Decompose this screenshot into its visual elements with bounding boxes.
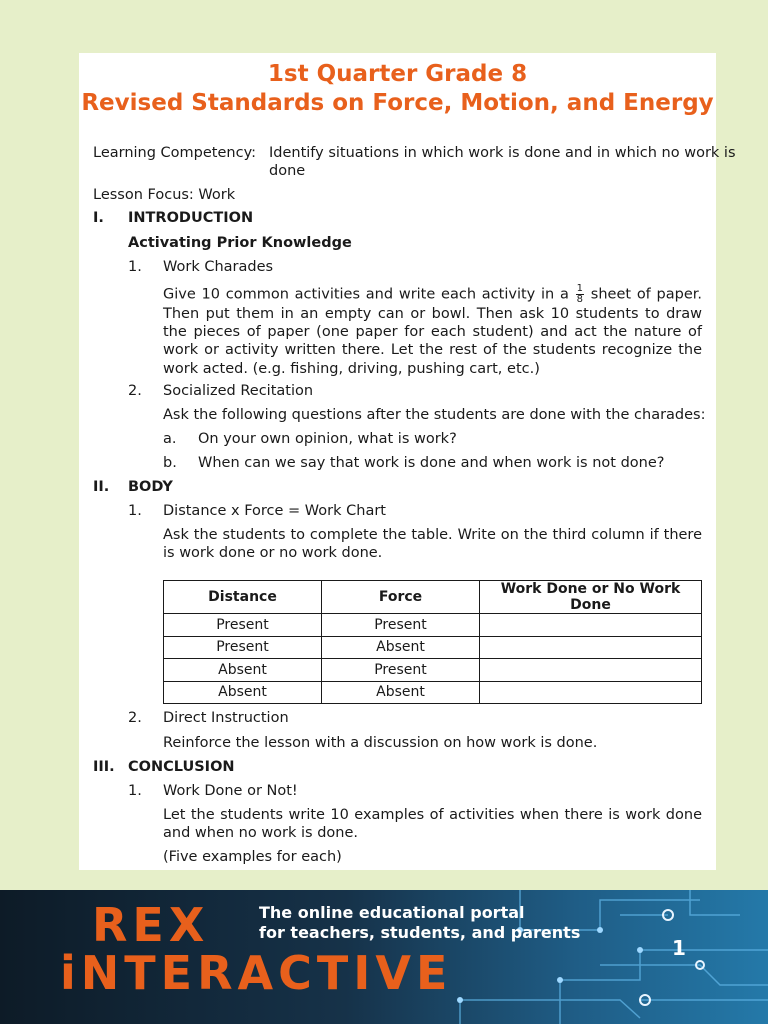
page-subtitle: Revised Standards on Force, Motion, and Energy bbox=[81, 90, 714, 116]
table-cell: Absent bbox=[322, 681, 480, 704]
tagline-line2: for teachers, students, and parents bbox=[259, 923, 581, 942]
table-header-row bbox=[164, 581, 702, 614]
section-heading-body: BODY bbox=[128, 479, 173, 495]
competency-text-line2: done bbox=[269, 163, 306, 179]
item-title-recitation: Socialized Recitation bbox=[163, 383, 314, 399]
item-number: 1. bbox=[128, 783, 142, 799]
item-number: 2. bbox=[128, 383, 142, 399]
item-number: 2. bbox=[128, 710, 142, 726]
item-number: 1. bbox=[128, 259, 142, 275]
table-cell-blank bbox=[480, 681, 702, 704]
item-title-direct-instruction: Direct Instruction bbox=[163, 710, 289, 726]
table-cell: Absent bbox=[164, 659, 322, 682]
section-numeral-intro: I. bbox=[93, 210, 104, 226]
recitation-text: Ask the following questions after the students are done with the charades: bbox=[163, 407, 706, 423]
fraction-denominator: 8 bbox=[576, 294, 584, 305]
competency-text-line1: Identify situations in which work is done and in which no work is bbox=[269, 145, 736, 161]
question-letter-b: b. bbox=[163, 455, 177, 471]
brand-logo-rex: REX bbox=[92, 898, 210, 952]
column-header: Force bbox=[322, 581, 480, 614]
column-header: Work Done or No Work Done bbox=[480, 581, 702, 614]
work-done-note: (Five examples for each) bbox=[163, 849, 342, 865]
direct-instruction-text: Reinforce the lesson with a discussion on how work is done. bbox=[163, 735, 598, 751]
table-cell-blank bbox=[480, 659, 702, 682]
subheading-prior-knowledge: Activating Prior Knowledge bbox=[128, 235, 352, 251]
charades-text-before: Give 10 common activities and write each activity in a bbox=[163, 286, 569, 303]
section-numeral-conclusion: III. bbox=[93, 759, 115, 775]
charades-text-after: sheet of paper. Then put them in an empty can or bowl. Then ask 10 students to draw the pieces of paper (one paper for each student) and act the nature of work or activity written there. Let the rest of the students recognize the work acted. (e.g. fishing, driving, pushing cart, etc.) bbox=[163, 286, 703, 377]
page-number: 1 bbox=[672, 936, 686, 960]
table-cell-blank bbox=[480, 636, 702, 659]
brand-tagline bbox=[259, 903, 580, 943]
work-chart-instructions: Ask the students to complete the table. Write on the third column if there is work done or no work done. bbox=[163, 527, 702, 562]
brand-logo-interactive: iNTERACTIVE bbox=[60, 946, 453, 1000]
column-header: Distance bbox=[164, 581, 322, 614]
table-row bbox=[164, 681, 702, 704]
section-numeral-body: II. bbox=[93, 479, 110, 495]
charades-paragraph bbox=[163, 284, 702, 378]
work-chart-table bbox=[163, 580, 702, 704]
page-title: 1st Quarter Grade 8 bbox=[267, 61, 528, 87]
table-cell-blank bbox=[480, 614, 702, 637]
question-b: When can we say that work is done and when work is not done? bbox=[198, 455, 665, 471]
footer-banner bbox=[0, 890, 768, 1024]
table-cell: Absent bbox=[164, 681, 322, 704]
section-heading-conclusion: CONCLUSION bbox=[128, 759, 235, 775]
fraction-one-eighth bbox=[576, 284, 584, 305]
work-done-text: Let the students write 10 examples of activities when there is work done and when no work is done. bbox=[163, 807, 702, 842]
table-cell: Present bbox=[164, 636, 322, 659]
lesson-focus: Lesson Focus: Work bbox=[93, 187, 236, 203]
table-cell: Absent bbox=[322, 636, 480, 659]
question-letter-a: a. bbox=[163, 431, 177, 447]
table-cell: Present bbox=[164, 614, 322, 637]
table-row bbox=[164, 659, 702, 682]
table-row bbox=[164, 636, 702, 659]
table-cell: Present bbox=[322, 659, 480, 682]
lesson-page bbox=[79, 53, 736, 870]
fraction-numerator: 1 bbox=[576, 283, 584, 294]
tagline-line1: The online educational portal bbox=[259, 903, 525, 922]
competency-label: Learning Competency: bbox=[93, 145, 256, 161]
section-heading-intro: INTRODUCTION bbox=[128, 210, 254, 226]
question-a: On your own opinion, what is work? bbox=[198, 431, 457, 447]
table-cell: Present bbox=[322, 614, 480, 637]
item-title-charades: Work Charades bbox=[163, 259, 274, 275]
item-title-work-done: Work Done or Not! bbox=[163, 783, 298, 799]
item-title-work-chart: Distance x Force = Work Chart bbox=[163, 503, 386, 519]
table-row bbox=[164, 614, 702, 637]
item-number: 1. bbox=[128, 503, 142, 519]
